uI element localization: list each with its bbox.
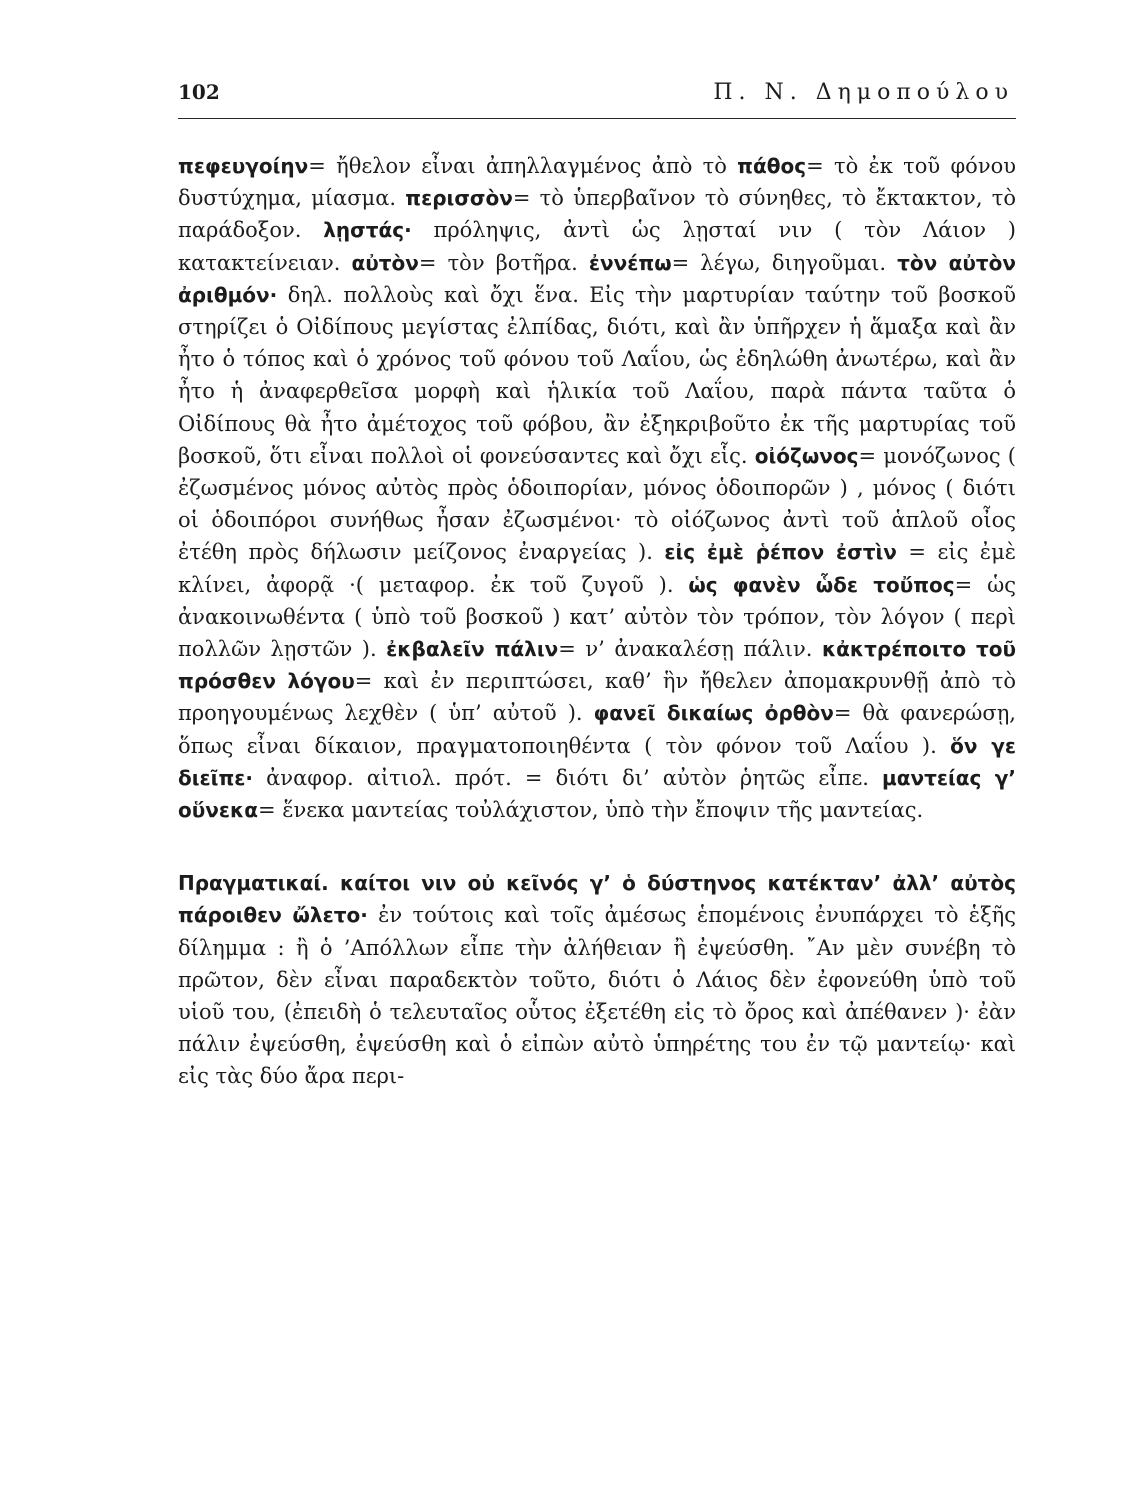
- gloss: = μονόζωνος ( ἐζωσμένος μόνος αὐτὸς πρὸς ὁδοιπορίαν, μόνος ὁδοιπορῶν ) , μόνος ( διότι οἱ ὁδοιπόροι συνήθως ἦσαν ἐζωσμένοι· τὸ οἰόζωνος ἀντὶ τοῦ ἁπλοῦ οἶος ἐτέθη πρὸς δήλωσιν μείζονος ἐναργείας ).: [178, 443, 1017, 565]
- gloss: = τὸν βοτῆρα.: [418, 250, 589, 275]
- lemma: οἰόζωνος: [754, 443, 859, 468]
- lemma: τὸν αὐτὸν ἀριθμόν·: [178, 250, 1016, 307]
- gloss: = τὸ ὑπερβαῖνον τὸ σύνηθες, τὸ ἔκτακτον, τὸ παράδοξον.: [178, 186, 1016, 243]
- commentary-paragraph: [178, 150, 1016, 826]
- lemma: περισσὸν: [405, 186, 513, 211]
- lemma: ἐννέπω: [588, 250, 672, 275]
- gloss: = ἕνεκα μαντείας τοὐλάχιστον, ὑπὸ τὴν ἔποψιν τῆς μαντείας.: [257, 798, 924, 823]
- gloss: ἐν τούτοις καὶ τοῖς ἀμέσως ἑπομένοις ἐνυπάρχει τὸ ἑξῆς δίλημμα : ἢ ὁ ’Απόλλων εἶπε τὴν ἀλήθειαν ἢ ἐψεύσθη. ῎Αν μὲν συνέβη τὸ πρῶτον, δὲν εἶναι παραδεκτὸν τοῦτο, διότι ὁ Λάιος δὲν ἐφονεύθη ὑπὸ τοῦ υἱοῦ του, (ἐπειδὴ ὁ τελευταῖος οὗτος ἐξετέθη εἰς τὸ ὄρος καὶ ἀπέθανεν )· ἐὰν πάλιν ἐψεύσθη, ἐψεύσθη καὶ ὁ εἰπὼν αὐτὸ ὑπηρέτης του ἐν τῷ μαντείῳ· καὶ εἰς τὰς δύο ἄρα περι-: [178, 903, 1016, 1089]
- section-lemma: Πραγματικαί. καίτοι νιν οὐ κεῖνός γ’ ὁ δύστηνος κατέκταν’ ἀλλ’ αὐτὸς πάροιθεν ὤλετο·: [178, 871, 1016, 928]
- lemma: ὡς φανὲν ὧδε τοὔπος: [688, 572, 955, 597]
- lemma: κἀκτρέποιτο τοῦ πρόσθεν λόγου: [178, 637, 1016, 694]
- lemma: ὅν γε διεῖπε·: [178, 733, 1016, 790]
- gloss: = ν’ ἀνακαλέσῃ πάλιν.: [558, 637, 822, 662]
- lemma: πεφευγοίην: [178, 154, 309, 178]
- gloss: = ἤθελον εἶναι ἀπηλλαγμένος ἀπὸ τὸ: [308, 154, 738, 178]
- gloss: = ὡς ἀνακοινωθέντα ( ὑπὸ τοῦ βοσκοῦ ) κατ’ αὐτὸν τὸν τρόπον, τὸν λόγον ( περὶ πολλῶν λῃστῶν ).: [178, 572, 1016, 662]
- lemma: φανεῖ δικαίως ὀρθὸν: [593, 701, 834, 726]
- lemma: λῃστάς·: [323, 218, 412, 243]
- lemma: ἐκβαλεῖν πάλιν: [386, 637, 559, 662]
- gloss: = καὶ ἐν περιπτώσει, καθ’ ἣν ἤθελεν ἀπομακρυνθῇ ἀπὸ τὸ προηγουμένως λεχθὲν ( ὑπ’ αὐτοῦ ).: [178, 669, 1016, 726]
- gloss: = τὸ ἐκ τοῦ φόνου δυστύχημα, μίασμα.: [178, 154, 1016, 211]
- gloss: ἀναφορ. αἰτιολ. πρότ. = διότι δι’ αὐτὸν ῥητῶς εἶπε.: [253, 765, 882, 790]
- lemma: μαντείας γ’ οὕνεκα: [178, 765, 1016, 823]
- gloss: = λέγω, διηγοῦμαι.: [671, 250, 898, 275]
- gloss: = θὰ φανερώσῃ, ὅπως εἶναι δίκαιον, πραγματοποιηθέντα ( τὸν φόνον τοῦ Λαΐου ).: [178, 701, 1016, 758]
- gloss: δηλ. πολλοὺς καὶ ὄχι ἕνα. Εἰς τὴν μαρτυρίαν ταύτην τοῦ βοσκοῦ στηρίζει ὁ Οἰδίπους μεγίστας ἐλπίδας, διότι, καὶ ἂν ὑπῆρχεν ἡ ἅμαξα καὶ ἂν ἦτο ὁ τόπος καὶ ὁ χρόνος τοῦ φόνου τοῦ Λαΐου, ὡς ἐδηλώθη ἀνωτέρω, καὶ ἂν ἦτο ἡ ἀναφερθεῖσα μορφὴ καὶ ἡλικία τοῦ Λαΐου, παρὰ πάντα ταῦτα ὁ Οἰδίπους θὰ ἦτο ἀμέτοχος τοῦ φόβου, ἂν ἐξηκριβοῦτο ἐκ τῆς μαρτυρίας τοῦ βοσκοῦ, ὅτι εἶναι πολλοὶ οἱ φονεύσαντες καὶ ὄχι εἷς.: [178, 282, 1016, 468]
- running-head: Π. Ν. Δημοπούλου: [713, 80, 1014, 105]
- page-number: 102: [178, 80, 220, 104]
- body-text: [178, 150, 1016, 1093]
- commentary-paragraph: [178, 867, 1016, 1092]
- page-header: [178, 78, 1016, 119]
- gloss: = εἰς ἐμὲ κλίνει, ἀφορᾷ ·( μεταφορ. ἐκ τοῦ ζυγοῦ ).: [178, 540, 1016, 597]
- lemma: πάθος: [737, 154, 807, 178]
- lemma: εἰς ἐμὲ ῥέπον ἐστὶν: [664, 540, 897, 565]
- gloss: πρόληψις, ἀντὶ ὡς λῃσταί νιν ( τὸν Λάιον ) κατακτείνειαν.: [178, 218, 1016, 275]
- lemma: αὐτὸν: [351, 250, 419, 275]
